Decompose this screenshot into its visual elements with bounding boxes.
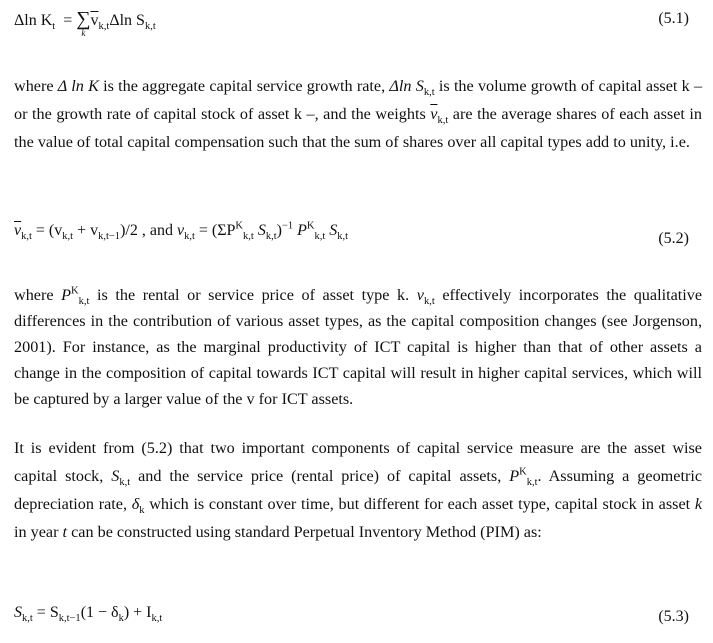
eq2-part2-sub2: k,t	[243, 231, 254, 243]
eq3-mid: (1 − δ	[80, 604, 119, 621]
eq2-part1-close: )/2	[120, 222, 138, 239]
eq2-vbar-sub: k,t	[21, 231, 32, 243]
eq3-close: ) + I	[123, 604, 152, 621]
eq2-part2-s2: S	[329, 222, 338, 239]
p1-text-a: where	[14, 77, 54, 95]
eq3-mid-sub: k	[118, 613, 124, 625]
equation-5-1	[14, 8, 699, 42]
eq3-eq-sub: k,t−1	[58, 613, 81, 625]
eq3-lhs: S	[14, 604, 22, 621]
eq1-weight: $\overline{v}$	[90, 12, 99, 29]
eq2-part2-s-sub: k,t	[265, 231, 277, 243]
eq2-part1-plus: + v	[77, 222, 99, 239]
eq2-part1-rhs: = (v	[35, 222, 63, 239]
eq1-sum-index: k	[81, 28, 86, 38]
p2-text-a: where	[14, 286, 54, 304]
p3-sym-e: t	[62, 523, 68, 541]
p3-sym-b-sup: K	[519, 466, 527, 478]
eq2-part1-rhs-sub: k,t	[62, 231, 74, 243]
eq2-part2-p-sup: K	[306, 220, 315, 232]
eq2-part2-s2-sub: k,t	[337, 231, 349, 243]
p3-sym-b: P	[509, 467, 520, 485]
eq2-part2-p-sub: k,t	[314, 231, 326, 243]
p3-sym-a-sub: k,t	[119, 477, 131, 489]
p1-sym-b: Δln S	[389, 77, 424, 95]
p1-text-b: is the aggregate capital service growth rate,	[103, 77, 386, 95]
p3-sym-c: δ	[131, 495, 140, 513]
equation-number-5-1: (5.1)	[658, 10, 689, 27]
equation-5-2-formula	[14, 220, 349, 243]
equation-5-2	[14, 222, 699, 256]
eq2-part2-sup: K	[235, 220, 244, 232]
p1-sym-b-sub: k,t	[423, 87, 435, 99]
p3-sym-d: k	[694, 495, 703, 513]
p3-text-d: which is constant over time, but different for each asset type, capital stock in asset	[149, 495, 691, 513]
eq2-part1-plus-sub: k,t−1	[98, 231, 121, 243]
eq2-part2-rhs: = (ΣP	[198, 222, 236, 239]
p2-text-c: effectively incorporates the qualitative differences in the contribution of various asset types, as the capital composition changes (see Jorgenson, 2001). For instance, as the marginal productivity of ICT capital is higher than that of other assets a change in the composition of capital towards ICT capital will result in higher capital services, which will be captured by a larger value of the v for ICT assets.	[14, 286, 703, 408]
p3-text-c: . Assuming a geometric depreciation rate,	[14, 467, 703, 513]
p1-sym-a: Δ ln K	[57, 77, 99, 95]
paragraph-1	[14, 72, 702, 156]
equation-number-5-2: (5.2)	[658, 230, 689, 247]
p1-text-c: is the volume growth of capital asset k – or the growth rate of capital stock of asset k –, and the weights	[14, 77, 703, 123]
eq1-tail: Δln S	[109, 12, 145, 29]
equation-number-5-3: (5.3)	[658, 608, 689, 625]
p2-sym-b: v	[416, 286, 424, 304]
eq1-tail-sub: k,t	[144, 21, 156, 33]
p3-text-f: can be constructed using standard Perpetual Inventory Method (PIM) as:	[71, 523, 542, 541]
p3-text-b: and the service price (rental price) of capital assets,	[138, 467, 502, 485]
p3-sym-b-sub: k,t	[526, 477, 538, 489]
eq2-v: v	[176, 222, 185, 239]
equation-5-3-formula	[14, 604, 163, 625]
p1-sym-c: $\overline{v}$	[430, 105, 438, 123]
paragraph-3	[14, 434, 702, 546]
paragraph-2	[14, 282, 702, 412]
eq3-eq: = S	[36, 604, 59, 621]
p2-sym-a: P	[61, 286, 72, 304]
p2-sym-b-sub: k,t	[423, 296, 435, 308]
p2-sym-a-sup: K	[71, 285, 79, 297]
eq1-lhs: Δln K	[14, 12, 53, 29]
p3-text-a: It is evident from (5.2) that two important components of capital service measure are the asset wise capital stock,	[14, 439, 702, 485]
p3-sym-a: S	[111, 467, 120, 485]
eq3-close-sub: k,t	[151, 613, 163, 625]
eq1-weight-sub: k,t	[98, 21, 110, 33]
p3-sym-c-sub: k	[139, 505, 145, 517]
p2-sym-a-sub: k,t	[78, 296, 90, 308]
eq2-and: , and	[141, 222, 173, 239]
eq2-part2-exp: −1	[281, 220, 294, 232]
p3-text-e: in year	[14, 523, 59, 541]
equation-5-3	[14, 604, 699, 638]
eq1-sum-symbol: ∑	[76, 8, 91, 30]
p1-text-d: are the average shares of each asset in the value of total capital compensation such that the sum of shares over all capital types add to unity, i.e.	[14, 105, 702, 151]
eq2-vbar: $\overline{v}$	[14, 222, 22, 239]
eq3-lhs-sub: k,t	[22, 613, 33, 625]
equation-5-1-formula: Δln $K_t$ = ∑ k $\overline{v}_{k,t}\Delta\ln$ $S_{k,t}$	[14, 8, 156, 38]
eq2-part2-close: )	[276, 222, 282, 239]
p1-sym-c-sub: k,t	[437, 115, 449, 127]
eq2-part2-s: S	[257, 222, 266, 239]
eq2-v-sub: k,t	[184, 231, 195, 243]
eq2-part2-p: P	[297, 222, 307, 239]
p2-text-b: is the rental or service price of asset type k.	[96, 286, 410, 304]
eq1-lhs-sub: t	[52, 21, 56, 33]
